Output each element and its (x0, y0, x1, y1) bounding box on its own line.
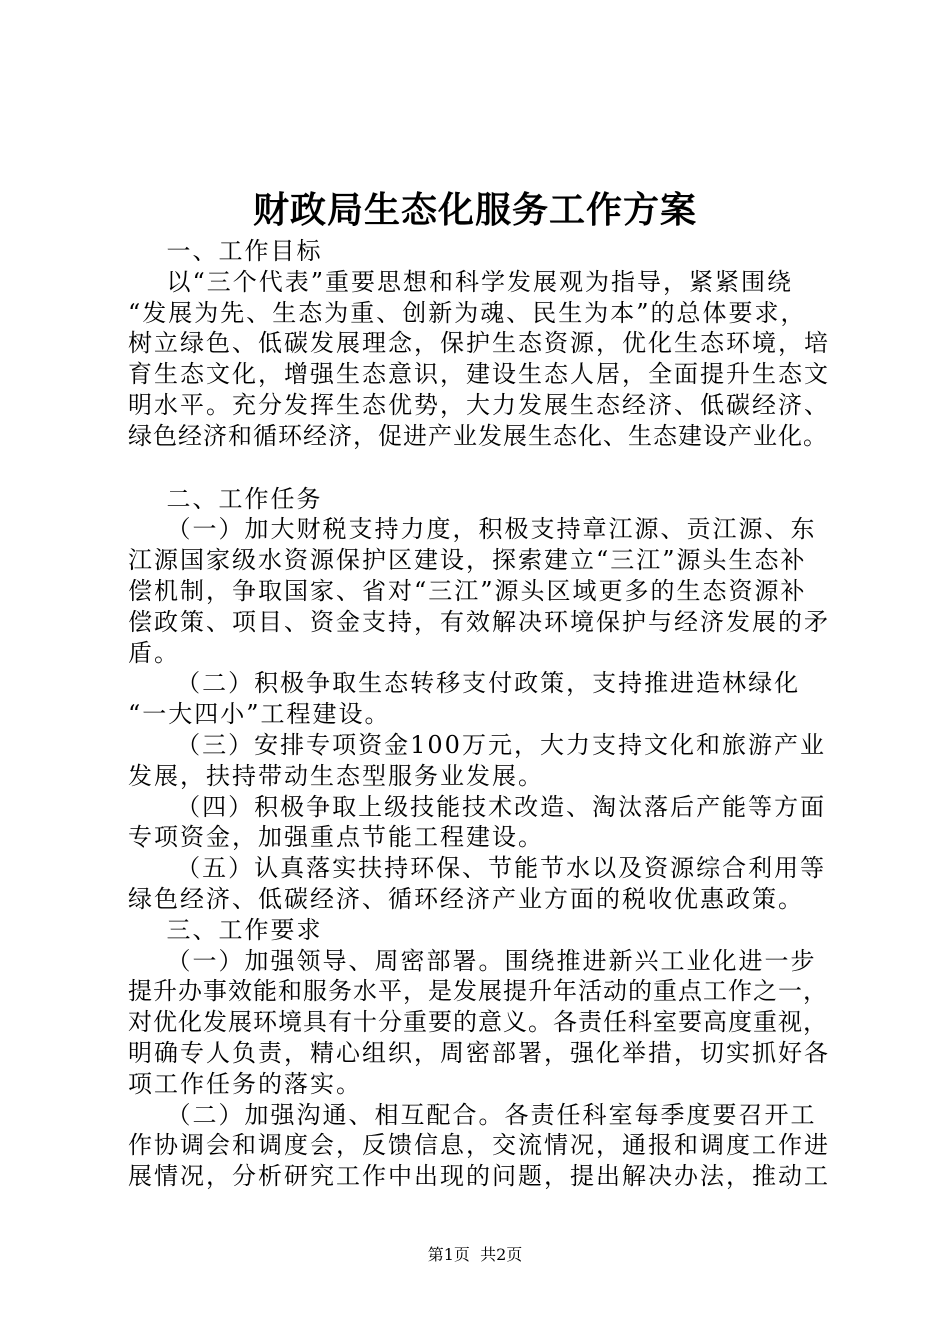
paragraph-line: 盾。 (128, 638, 180, 667)
paragraph-line: 展情况，分析研究工作中出现的问题，提出解决办法，推动工 (128, 1162, 830, 1191)
paragraph-line: 作协调会和调度会，反馈信息，交流情况，通报和调度工作进 (128, 1131, 830, 1160)
paragraph-line: （一）加大财税支持力度，积极支持章江源、贡江源、东 (128, 515, 817, 544)
page-number: 第1页 共2页 (427, 1245, 523, 1264)
paragraph-line: “发展为先、生态为重、创新为魂、民生为本”的总体要求， (128, 298, 807, 327)
paragraph-line: 提升办事效能和服务水平，是发展提升年活动的重点工作之一， (128, 977, 828, 1006)
paragraph-line: （二）加强沟通、相互配合。各责任科室每季度要召开工 (128, 1100, 817, 1129)
section-heading: 三、工作要求 (128, 915, 323, 944)
paragraph-line: 对优化发展环境具有十分重要的意义。各责任科室要高度重视， (128, 1008, 828, 1037)
document-body (128, 236, 838, 1192)
paragraph-line: （一）加强领导、周密部署。围绕推进新兴工业化进一步 (128, 946, 817, 975)
paragraph-line: （四）积极争取上级技能技术改造、淘汰落后产能等方面 (128, 792, 827, 821)
paragraph-line: 育生态文化，增强生态意识，建设生态人居，全面提升生态文 (128, 360, 830, 389)
paragraph-line: 发展，扶持带动生态型服务业发展。 (128, 761, 544, 790)
paragraph-line: 绿色经济、低碳经济、循环经济产业方面的税收优惠政策。 (128, 884, 804, 913)
paragraph-line: （二）积极争取生态转移支付政策，支持推进造林绿化 (128, 669, 801, 698)
paragraph-line: 偿机制，争取国家、省对“三江”源头区域更多的生态资源补 (128, 576, 807, 605)
paragraph-line: （五）认真落实扶持环保、节能节水以及资源综合利用等 (128, 854, 827, 883)
paragraph-line: （三）安排专项资金100万元，大力支持文化和旅游产业 (128, 730, 826, 759)
paragraph-line: 项工作任务的落实。 (128, 1069, 362, 1098)
paragraph-line: 树立绿色、低碳发展理念，保护生态资源，优化生态环境，培 (128, 329, 830, 358)
paragraph-line: “一大四小”工程建设。 (128, 700, 391, 729)
paragraph-line: 偿政策、项目、资金支持，有效解决环境保护与经济发展的矛 (128, 607, 830, 636)
blank-line (128, 452, 838, 484)
paragraph-line: 明确专人负责，精心组织，周密部署，强化举措，切实抓好各 (128, 1038, 830, 1067)
paragraph-line: 专项资金，加强重点节能工程建设。 (128, 823, 544, 852)
section-heading: 一、工作目标 (128, 237, 323, 265)
document-title: 财政局生态化服务工作方案 (252, 189, 697, 231)
section-heading: 二、工作任务 (128, 484, 323, 513)
paragraph-line: 明水平。充分发挥生态优势，大力发展生态经济、低碳经济、 (128, 390, 830, 419)
paragraph-line: 以“三个代表”重要思想和科学发展观为指导，紧紧围绕 (128, 267, 794, 296)
paragraph-line: 江源国家级水资源保护区建设，探索建立“三江”源头生态补 (128, 546, 807, 575)
paragraph-line: 绿色经济和循环经济，促进产业发展生态化、生态建设产业化。 (128, 421, 828, 450)
